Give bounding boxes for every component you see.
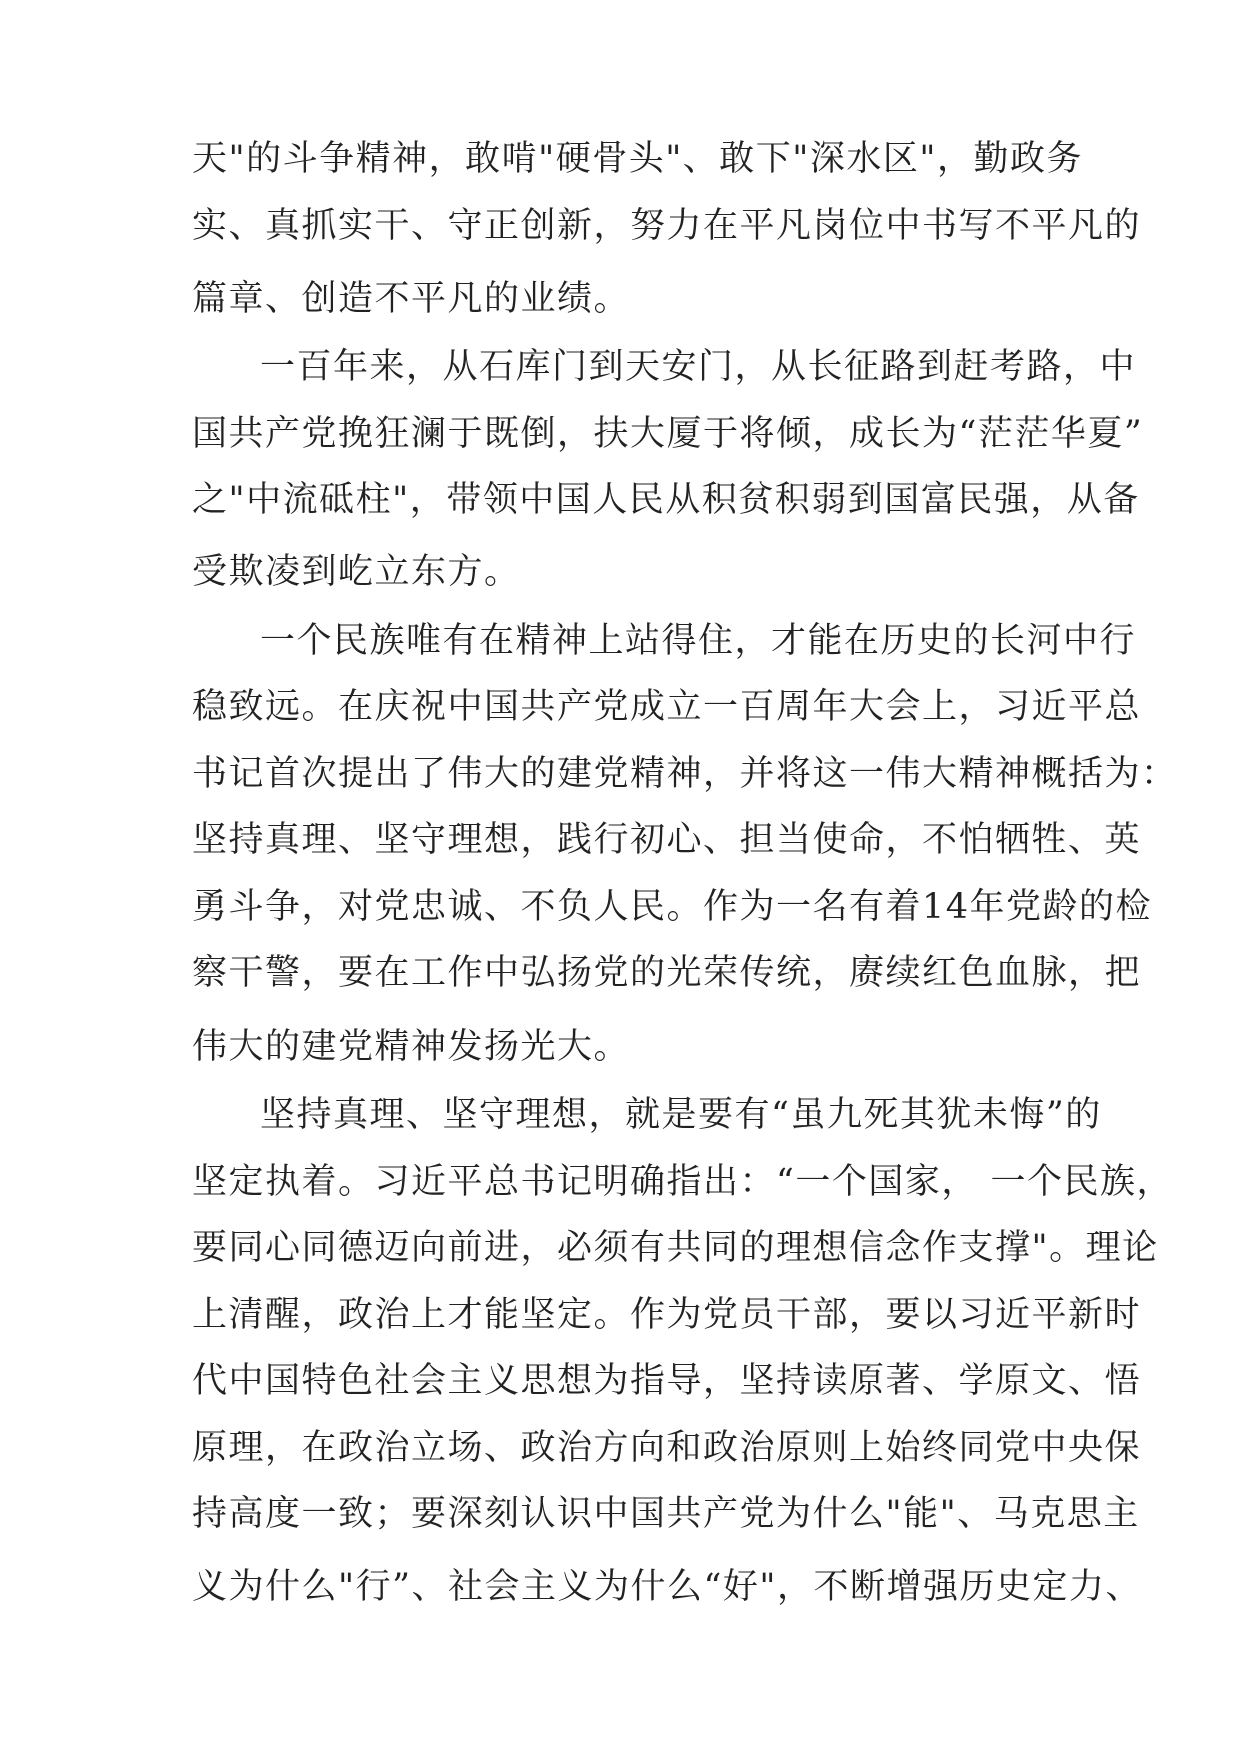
- text-line: 天"的斗争精神，敢啃"硬骨头"、敢下"深水区"，勤政务: [192, 139, 1083, 179]
- text-line: 要同心同德迈向前进，必须有共同的理想信念作支撑"。理论: [192, 1228, 1159, 1268]
- paragraph-first-line: 一百年来，从石库门到天安门，从长征路到赶考路，中: [260, 347, 1137, 387]
- text-line: 义为什么"行”、社会主义为什么“好"，不断增强历史定力、: [192, 1567, 1142, 1607]
- text-line: 上清醒，政治上才能坚定。作为党员干部，要以习近平新时: [192, 1295, 1142, 1335]
- text-line: 原理，在政治立场、政治方向和政治原则上始终同党中央保: [192, 1428, 1142, 1468]
- text-line: 伟大的建党精神发扬光大。: [192, 1027, 631, 1067]
- text-line: 持高度一致；要深刻认识中国共产党为什么"能"、马克思主: [192, 1494, 1140, 1534]
- paragraph-first-line: 一个民族唯有在精神上站得住，才能在历史的长河中行: [260, 621, 1137, 661]
- text-line: 书记首次提出了伟大的建党精神，并将这一伟大精神概括为：: [192, 754, 1178, 794]
- text-line: 国共产党挽狂澜于既倒，扶大厦于将倾，成长为“茫茫华夏”: [192, 414, 1144, 454]
- text-line: 代中国特色社会主义思想为指导，坚持读原著、学原文、悟: [192, 1361, 1142, 1401]
- text-line: 实、真抓实干、守正创新，努力在平凡岗位中书写不平凡的: [192, 206, 1142, 246]
- text-line: 之"中流砥柱"，带领中国人民从积贫积弱到国富民强，从备: [192, 480, 1140, 520]
- paragraph-first-line: 坚持真理、坚守理想，就是要有“虽九死其犹未悔”的: [260, 1095, 1102, 1135]
- text-line: 坚定执着。习近平总书记明确指出：“一个国家， 一个民族，: [192, 1162, 1174, 1202]
- text-line: 篇章、创造不平凡的业绩。: [192, 279, 631, 319]
- text-line: 勇斗争，对党忠诚、不负人民。作为一名有着14年党龄的检: [192, 887, 1153, 927]
- text-line: 受欺凌到屹立东方。: [192, 552, 521, 592]
- text-line: 坚持真理、坚守理想，践行初心、担当使命，不怕牺牲、英: [192, 820, 1142, 860]
- text-line: 稳致远。在庆祝中国共产党成立一百周年大会上，习近平总: [192, 687, 1142, 727]
- text-line: 察干警，要在工作中弘扬党的光荣传统，赓续红色血脉，把: [192, 953, 1142, 993]
